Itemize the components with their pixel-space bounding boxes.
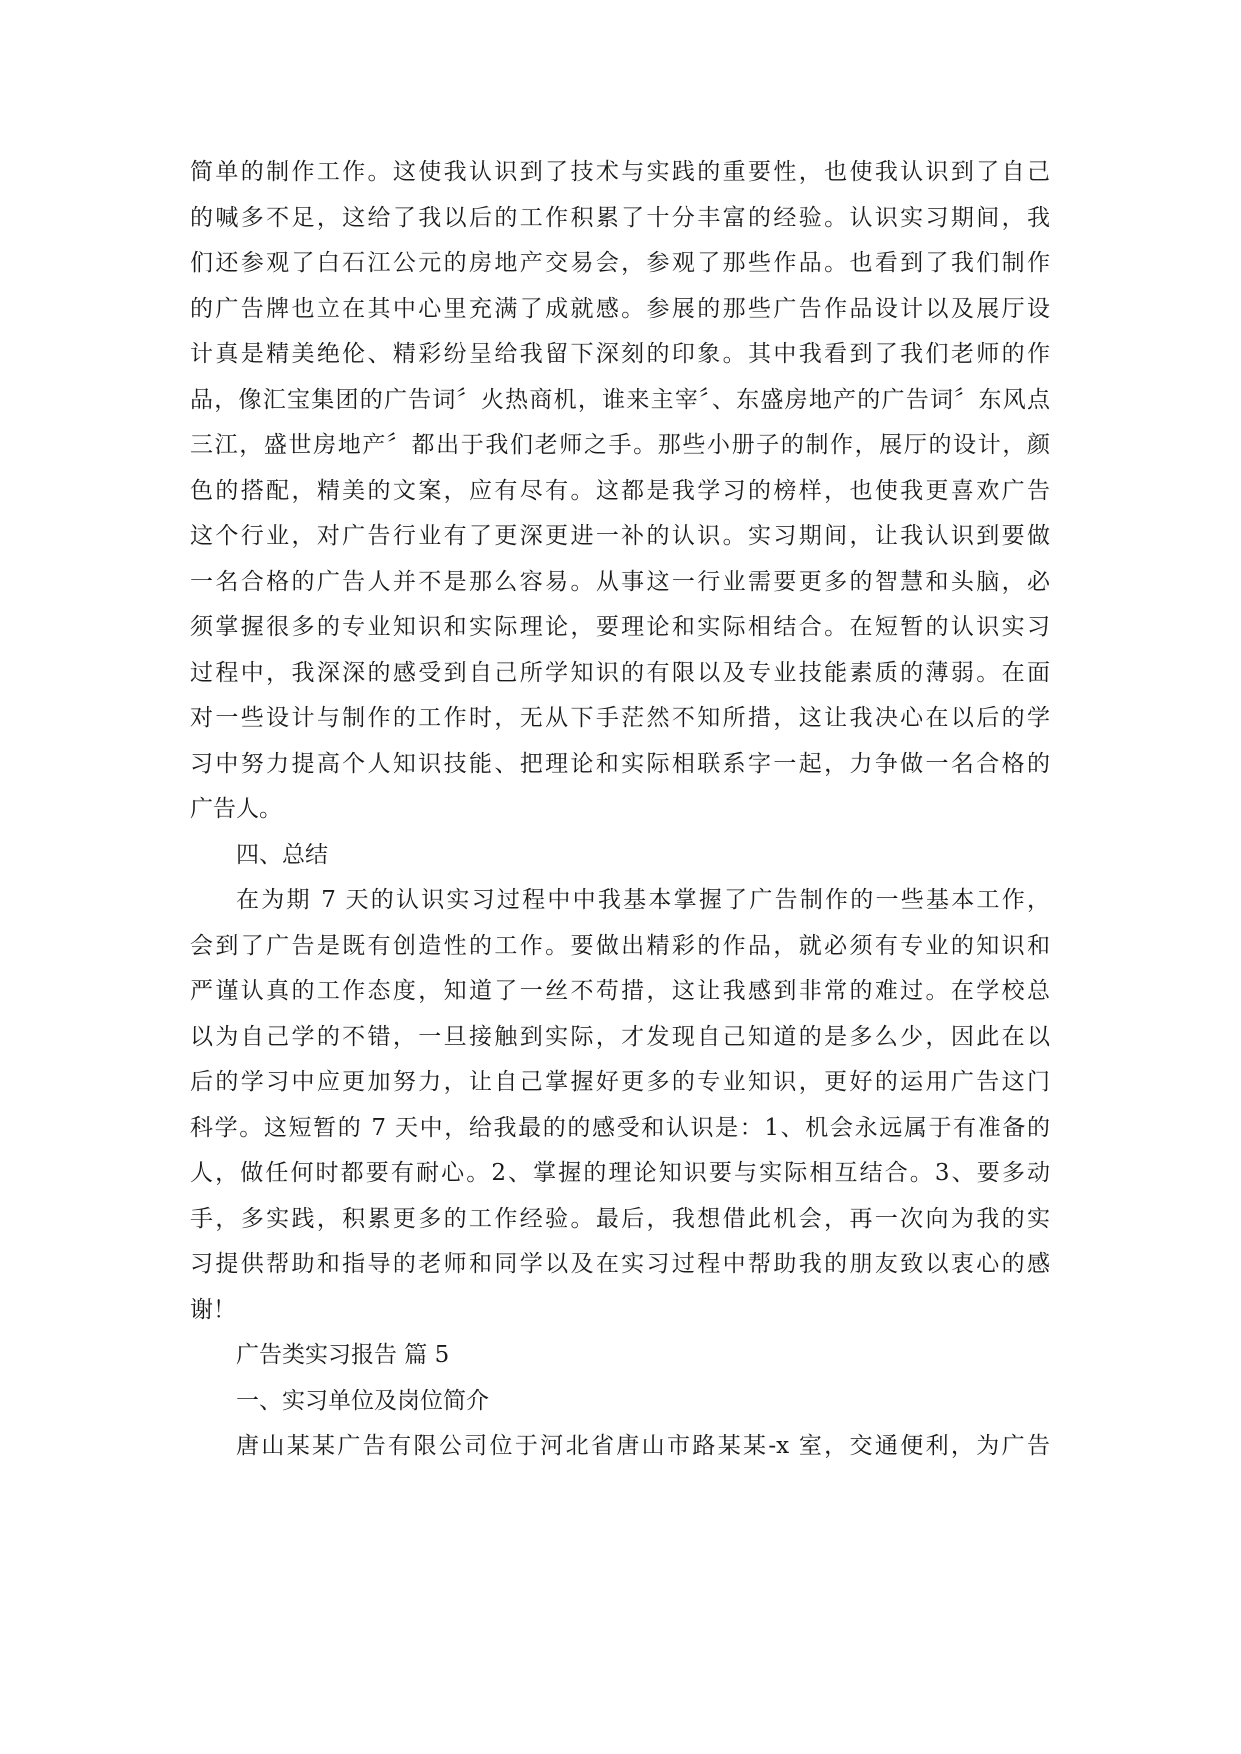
- text-line: 们还参观了白石江公元的房地产交易会，参观了那些作品。也看到了我们制作: [190, 250, 1050, 276]
- text-line: 品，像汇宝集团的广告词〞火热商机，谁来主宰〞、东盛房地产的广告词〞东风点: [190, 386, 1050, 413]
- text-line: 计真是精美绝伦、精彩纷呈给我留下深刻的印象。其中我看到了我们老师的作: [190, 341, 1050, 367]
- section-title: 广告类实习报告 篇 5: [236, 1342, 450, 1368]
- text-line: 手，多实践，积累更多的工作经验。最后，我想借此机会，再一次向为我的实: [190, 1205, 1050, 1232]
- text-line: 简单的制作工作。这使我认识到了技术与实践的重要性，也使我认识到了自己: [190, 159, 1050, 185]
- text-line: 须掌握很多的专业知识和实际理论，要理论和实际相结合。在短暂的认识实习: [190, 614, 1050, 640]
- text-line: 会到了广告是既有创造性的工作。要做出精彩的作品，就必须有专业的知识和: [190, 932, 1050, 959]
- text-line: 广告人。: [190, 796, 282, 822]
- text-line: 的喊多不足，这给了我以后的工作积累了十分丰富的经验。认识实习期间，我: [190, 204, 1050, 231]
- text-line: 在为期 7 天的认识实习过程中中我基本掌握了广告制作的一些基本工作，: [236, 887, 1050, 913]
- unit-heading: 一、实习单位及岗位简介: [236, 1387, 489, 1414]
- paragraph-continuation: [190, 150, 1050, 833]
- text-line: 的广告牌也立在其中心里充满了成就感。参展的那些广告作品设计以及展厅设: [190, 295, 1050, 322]
- text-line: 科学。这短暂的 7 天中，给我最的的感受和认识是：1、机会永远属于有准备的: [190, 1114, 1050, 1141]
- text-line: 色的搭配，精美的文案，应有尽有。这都是我学习的榜样，也使我更喜欢广告: [190, 477, 1050, 504]
- summary-heading: 四、总结: [236, 841, 328, 868]
- text-line: 严谨认真的工作态度，知道了一丝不苟措，这让我感到非常的难过。在学校总: [190, 978, 1050, 1004]
- text-line: 一名合格的广告人并不是那么容易。从事这一行业需要更多的智慧和头脑，必: [190, 568, 1050, 595]
- unit-paragraph: [190, 1424, 1050, 1470]
- text-line: 以为自己学的不错，一旦接触到实际，才发现自己知道的是多么少，因此在以: [190, 1023, 1050, 1050]
- document-body: [190, 150, 1050, 1470]
- text-line: 三江，盛世房地产〞都出于我们老师之手。那些小册子的制作，展厅的设计，颜: [190, 432, 1050, 458]
- text-line: 人，做任何时都要有耐心。2、掌握的理论知识要与实际相互结合。3、要多动: [190, 1160, 1050, 1186]
- text-line: 后的学习中应更加努力，让自己掌握好更多的专业知识，更好的运用广告这门: [190, 1069, 1050, 1095]
- text-line: 唐山某某广告有限公司位于河北省唐山市路某某-x 室，交通便利，为广告: [236, 1433, 1050, 1459]
- text-line: 这个行业，对广告行业有了更深更进一补的认识。实习期间，让我认识到要做: [190, 523, 1050, 549]
- summary-paragraph: [190, 878, 1050, 1333]
- text-line: 习提供帮助和指导的老师和同学以及在实习过程中帮助我的朋友致以衷心的感: [190, 1251, 1050, 1277]
- text-line: 过程中，我深深的感受到自己所学知识的有限以及专业技能素质的薄弱。在面: [190, 659, 1050, 686]
- text-line: 对一些设计与制作的工作时，无从下手茫然不知所措，这让我决心在以后的学: [190, 705, 1050, 731]
- text-line: 谢！: [190, 1296, 236, 1323]
- text-line: 习中努力提高个人知识技能、把理论和实际相联系字一起，力争做一名合格的: [190, 750, 1050, 777]
